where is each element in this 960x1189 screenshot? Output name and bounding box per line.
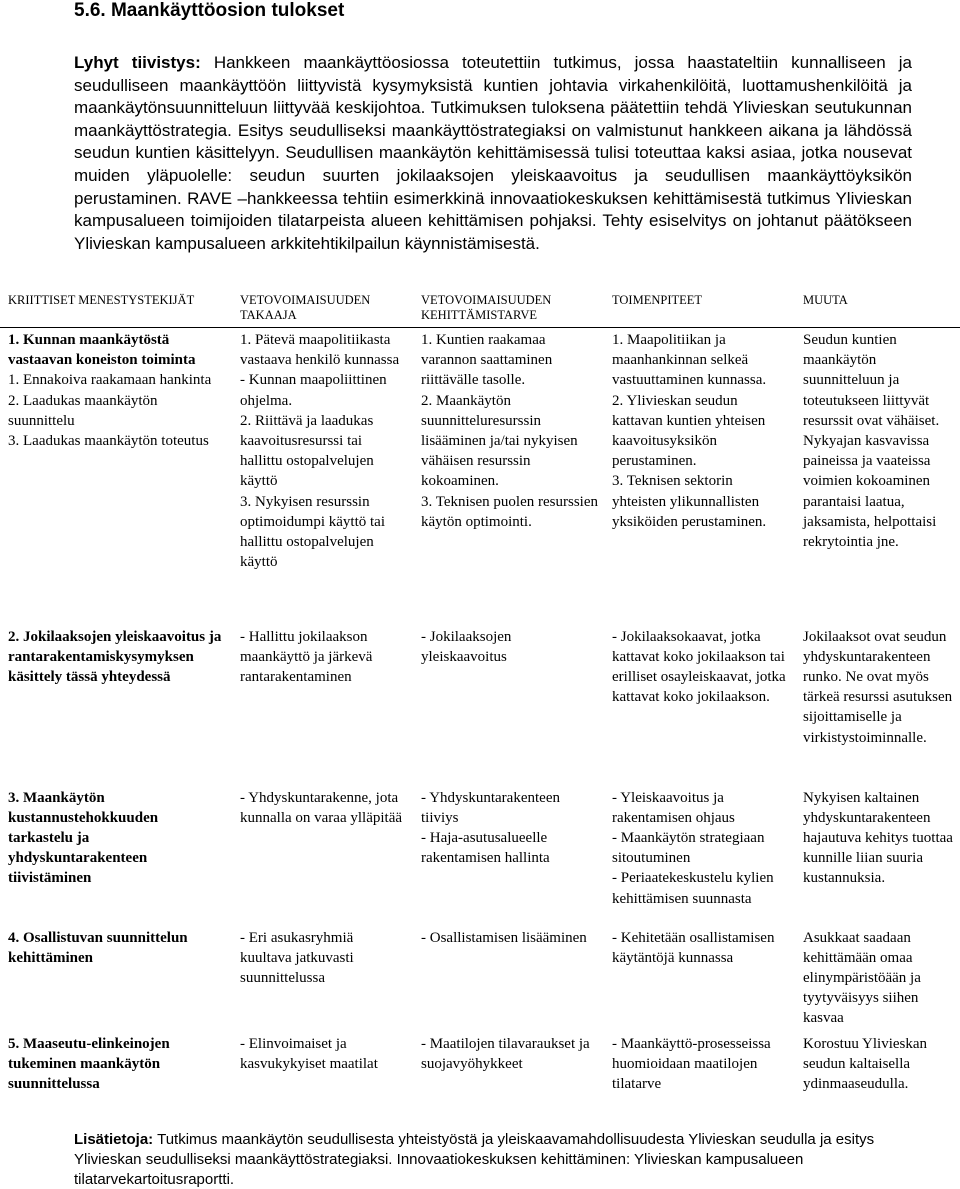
- critical-factor-title: 5. Maaseutu-elinkeinojen tukeminen maankäytön suunnittelussa: [8, 1035, 170, 1092]
- guarantor-cell: - Eri asukasryhmiä kuultava jatkuvasti suunnittelussa: [240, 929, 354, 986]
- other-cell: Asukkaat saadaan kehittämään omaa elinympäristöään ja tyytyväisyys siihen kasvaa: [803, 929, 921, 1027]
- table-row: [0, 786, 960, 926]
- critical-factor-cell: [0, 926, 232, 1032]
- actions-cell: - Maankäyttö-prosesseissa huomioidaan maatilojen tilatarve: [612, 1035, 771, 1092]
- critical-factor-title: 2. Jokilaaksojen yleiskaavoitus ja rantarakentamiskysymyksen käsittely tässä yhteydessä: [8, 628, 222, 685]
- actions-cell: - Kehitetään osallistamisen käytäntöjä kunnassa: [612, 929, 775, 966]
- guarantor-cell: 1. Pätevä maapolitiikasta vastaava henkilö kunnassa - Kunnan maapoliittinen ohjelma. 2. Riittävä ja laadukas kaavoitusresurssi tai hallittu ostopalvelujen käyttö 3. Nykyisen resurssin optimoidumpi käyttö tai hallittu ostopalvelujen käyttö: [240, 332, 400, 571]
- results-table: [0, 287, 960, 1097]
- summary-label: Lyhyt tiivistys:: [74, 53, 201, 72]
- table-row: [0, 1032, 960, 1098]
- other-cell: Seudun kuntien maankäytön suunnitteluun ja toteutukseen liittyvät resurssit ovat vähäiset. Nykyajan kasvavissa paineissa ja vaateissa voimien kokoaminen parantaisi laatua, jaksamista, helpottaisi rekrytointia jne.: [803, 332, 940, 551]
- guarantor-cell: - Elinvoimaiset ja kasvukykyiset maatilat: [240, 1035, 378, 1072]
- critical-factor-title: 1. Kunnan maankäytöstä vastaavan koneiston toiminta: [8, 332, 196, 369]
- more-info-label: Lisätietoja:: [74, 1131, 154, 1148]
- critical-factor-cell: [0, 1032, 232, 1098]
- critical-factor-title: 4. Osallistuvan suunnittelun kehittäminen: [8, 929, 188, 966]
- header-other: MUUTA: [795, 287, 960, 328]
- development-need-cell: - Yhdyskuntarakenteen tiiviys - Haja-asutusalueelle rakentamisen hallinta: [421, 789, 560, 867]
- summary-text: Hankkeen maankäyttöosiossa toteutettiin tutkimus, jossa haastateltiin kunnalliseen ja seudulliseen maankäyttöön liittyvistä kysymyksistä kuntien johtavia virkahenkilöitä, luottamushenkilöitä ja maankäytönsuunnitteluun liittyvää keskijohtoa. Tutkimuksen tuloksena päätettiin tehdä Ylivieskan seutukunnan maankäyttöstrategia. Esitys seudulliseksi maankäyttöstrategiaksi on valmistunut hankkeen aikana ja lähdössä seudun kuntien käsittelyyn. Seudullisen maankäytön kehittämisessä tulisi toteuttaa kaksi asiaa, jotka nousevat muiden yläpuolelle: seudun suurten jokilaaksojen yleiskaavoitus ja seudullisen maankäyttöyksikön perustaminen. RAVE –hankkeessa tehtiin esimerkkinä innovaatiokeskuksen kehittämisestä tutkimus Ylivieskan kampusalueen toimijoiden tilatarpeista alueen kehittämisen pohjaksi. Tehty esiselvitys on johtanut päätökseen Ylivieskan kampusalueen arkkitehtikilpailun käynnistämisestä.: [74, 53, 912, 253]
- actions-cell: - Yleiskaavoitus ja rakentamisen ohjaus - Maankäytön strategiaan sitoutuminen - Periaatekeskustelu kylien kehittämisen suunnasta: [612, 789, 774, 907]
- header-actions: TOIMENPITEET: [604, 287, 795, 328]
- actions-cell: - Jokilaaksokaavat, jotka kattavat koko jokilaakson tai erilliset osayleiskaavat, jotka kattavat koko jokilaakson.: [612, 628, 786, 706]
- section-heading: 5.6. Maankäyttöosion tulokset: [74, 0, 345, 21]
- table-row: [0, 328, 960, 625]
- actions-cell: 1. Maapolitiikan ja maanhankinnan selkeä vastuuttaminen kunnassa. 2. Ylivieskan seudun kattavan kuntien yhteisen kaavoitusyksikön perustaminen. 3. Teknisen sektorin yhteisten ylikunnallisten yksiköiden perustaminen.: [612, 332, 767, 530]
- more-info-text: Tutkimus maankäytön seudullisesta yhteistyöstä ja yleiskaavamahdollisuudesta Ylivieskan seudulla ja esitys Ylivieskan seudulliseksi maankäyttöstrategiaksi. Innovaatiokeskuksen kehittäminen: Ylivieskan kampusalueen tilatarvekartoitusraportti.: [74, 1131, 875, 1188]
- header-development-need: VETOVOIMAISUUDEN KEHITTÄMISTARVE: [413, 287, 604, 328]
- table-row: [0, 926, 960, 1032]
- development-need-cell: - Maatilojen tilavaraukset ja suojavyöhykkeet: [421, 1035, 590, 1072]
- other-cell: Korostuu Ylivieskan seudun kaltaisella ydinmaaseudulla.: [803, 1035, 928, 1092]
- critical-factor-cell: [0, 786, 232, 926]
- other-cell: Nykyisen kaltainen yhdyskuntarakenteen hajautuva kehitys tuottaa kunnille liian suuria kustannuksia.: [803, 789, 953, 887]
- guarantor-cell: - Yhdyskuntarakenne, jota kunnalla on varaa ylläpitää: [240, 789, 403, 826]
- development-need-cell: - Osallistamisen lisääminen: [421, 929, 587, 946]
- header-critical-factors: KRIITTISET MENESTYSTEKIJÄT: [0, 287, 232, 328]
- table-row: [0, 625, 960, 786]
- table-header-row: [0, 287, 960, 328]
- summary-paragraph: [74, 52, 912, 255]
- development-need-cell: 1. Kuntien raakamaa varannon saattaminen riittävälle tasolle. 2. Maankäytön suunnitteluresurssin lisääminen ja/tai nykyisen vähäisen resurssin kokoaminen. 3. Teknisen puolen resurssien käytön optimointi.: [421, 332, 598, 530]
- header-attractiveness-guarantor: VETOVOIMAISUUDEN TAKAAJA: [232, 287, 413, 328]
- guarantor-cell: - Hallittu jokilaakson maankäyttö ja järkevä rantarakentaminen: [240, 628, 373, 685]
- critical-factor-cell: [0, 328, 232, 625]
- critical-factor-cell: [0, 625, 232, 786]
- development-need-cell: - Jokilaaksojen yleiskaavoitus: [421, 628, 512, 665]
- critical-factor-items: 1. Ennakoiva raakamaan hankinta 2. Laadukas maankäytön suunnittelu 3. Laadukas maankäytön toteutus: [8, 372, 212, 450]
- other-cell: Jokilaaksot ovat seudun yhdyskuntarakenteen runko. Ne ovat myös tärkeä resurssi asutuksen sijoittamiselle ja virkistystoiminnalle.: [803, 628, 953, 746]
- more-info-paragraph: [74, 1130, 912, 1189]
- critical-factor-title: 3. Maankäytön kustannustehokkuuden tarkastelu ja yhdyskuntarakenteen tiivistäminen: [8, 789, 159, 887]
